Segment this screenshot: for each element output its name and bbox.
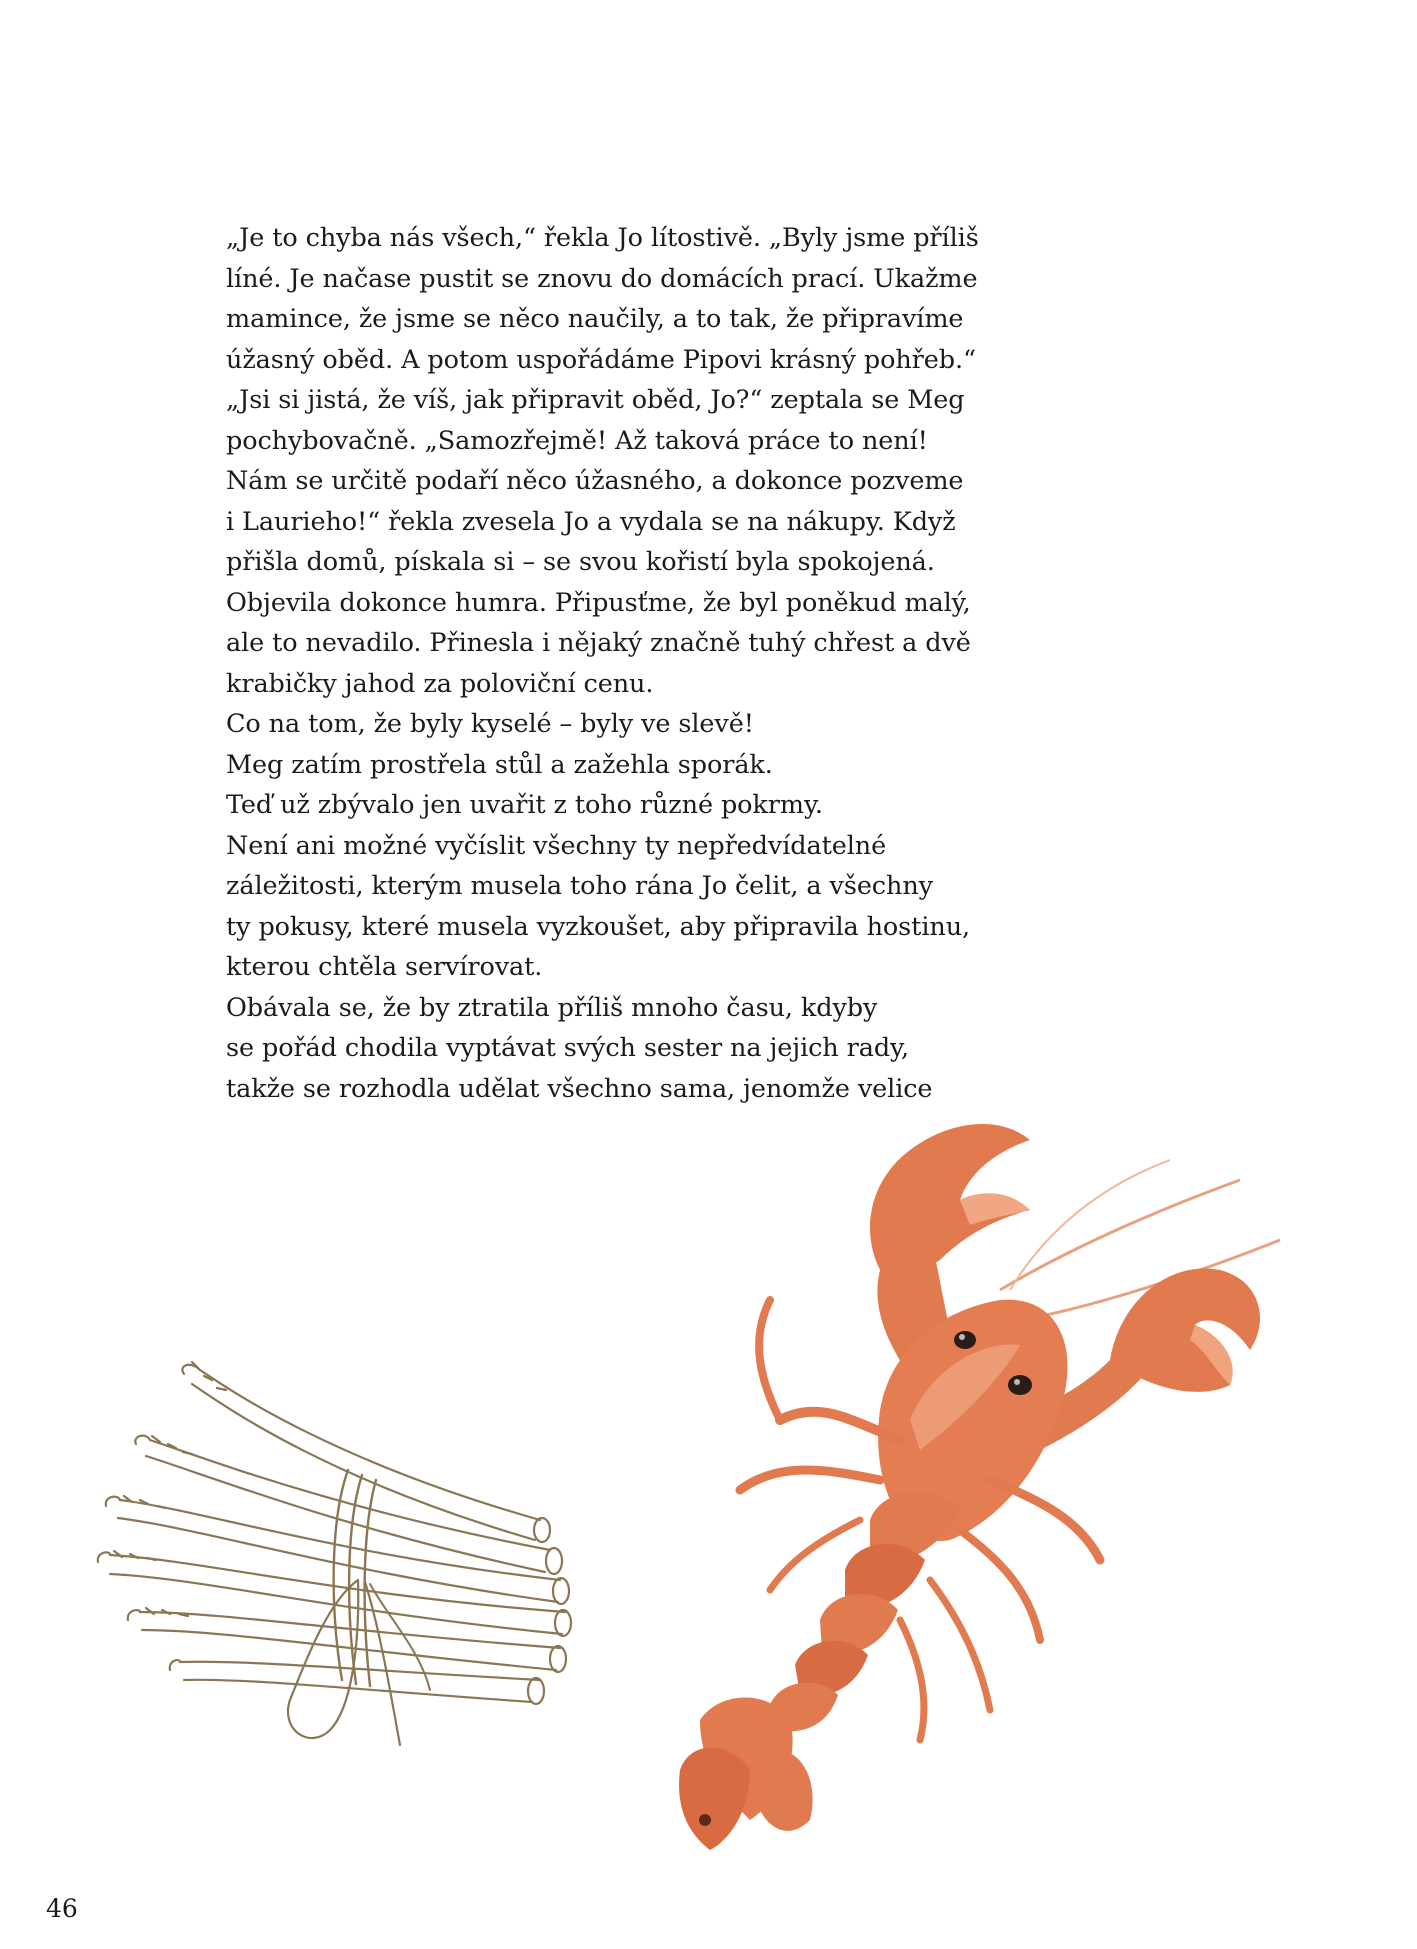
page-number: 46 bbox=[46, 1894, 78, 1923]
body-text bbox=[226, 218, 986, 1109]
text-line-1: „Je to chyba nás všech,“ řekla Jo lítostivě. „Byly jsme příliš bbox=[226, 223, 979, 253]
text-line-9: přišla domů, pískala si – se svou kořistí byla spokojená. bbox=[226, 547, 935, 577]
text-line-22: takže se rozhodla udělat všechno sama, jenomže velice bbox=[226, 1073, 933, 1104]
text-line-16: Není ani možné vyčíslit všechny ty nepředvídatelné bbox=[226, 830, 887, 861]
text-line-8: i Laurieho!“ řekla zvesela Jo a vydala se na nákupy. Když bbox=[226, 506, 956, 537]
text-line-3: mamince, že jsme se něco naučily, a to tak, že připravíme bbox=[226, 304, 964, 334]
lobster-icon bbox=[660, 1120, 1360, 1880]
text-line-7: Nám se určitě podaří něco úžasného, a dokonce pozveme bbox=[226, 466, 964, 496]
text-line-5: „Jsi si jistá, že víš, jak připravit oběd, Jo?“ zeptala se Meg bbox=[226, 385, 965, 415]
text-line-21: se pořád chodila vyptávat svých sester na jejich rady, bbox=[226, 1033, 909, 1063]
text-line-13: Co na tom, že byly kyselé – byly ve slevě! bbox=[226, 709, 754, 739]
text-line-2: líné. Je načase pustit se znovu do domácích prací. Ukažme bbox=[226, 263, 978, 294]
text-line-12: krabičky jahod za poloviční cenu. bbox=[226, 668, 654, 699]
text-line-11: ale to nevadilo. Přinesla i nějaký značně tuhý chřest a dvě bbox=[226, 628, 971, 658]
text-line-17: záležitosti, kterým musela toho rána Jo čelit, a všechny bbox=[226, 871, 933, 901]
text-line-6: pochybovačně. „Samozřejmě! Až taková práce to není! bbox=[226, 425, 928, 456]
text-line-10: Objevila dokonce humra. Připusťme, že byl poněkud malý, bbox=[226, 587, 971, 618]
text-line-20: Obávala se, že by ztratila příliš mnoho času, kdyby bbox=[226, 992, 878, 1023]
text-line-18: ty pokusy, které musela vyzkoušet, aby připravila hostinu, bbox=[226, 911, 971, 942]
text-line-14: Meg zatím prostřela stůl a zažehla sporák. bbox=[226, 749, 773, 780]
text-line-4: úžasný oběd. A potom uspořádáme Pipovi krásný pohřeb.“ bbox=[226, 344, 976, 375]
text-line-15: Teď už zbývalo jen uvařit z toho různé pokrmy. bbox=[226, 790, 823, 820]
asparagus-bundle-icon bbox=[80, 1350, 600, 1770]
text-line-19: kterou chtěla servírovat. bbox=[226, 952, 543, 982]
